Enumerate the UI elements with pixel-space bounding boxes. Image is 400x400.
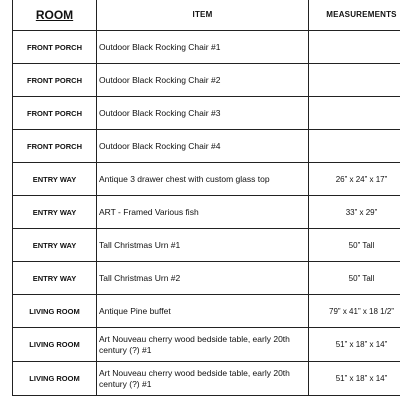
header-row bbox=[13, 0, 400, 31]
table-row bbox=[13, 130, 400, 163]
measurements-cell: 51” x 18” x 14” bbox=[309, 328, 400, 362]
item-cell: Antique Pine buffet bbox=[97, 295, 309, 328]
table-row bbox=[13, 97, 400, 130]
measurements-cell: 50” Tall bbox=[309, 262, 400, 295]
item-cell: Antique 3 drawer chest with custom glass top bbox=[97, 163, 309, 196]
room-cell: FRONT PORCH bbox=[13, 31, 97, 64]
measurements-cell: 51” x 18” x 14” bbox=[309, 362, 400, 396]
table-row bbox=[13, 163, 400, 196]
room-cell: ENTRY WAY bbox=[13, 262, 97, 295]
item-cell: Outdoor Black Rocking Chair #4 bbox=[97, 130, 309, 163]
measurements-cell bbox=[309, 97, 400, 130]
measurements-cell: 33” x 29” bbox=[309, 196, 400, 229]
room-cell: FRONT PORCH bbox=[13, 130, 97, 163]
room-cell: LIVING ROOM bbox=[13, 295, 97, 328]
room-cell: ENTRY WAY bbox=[13, 229, 97, 262]
measurements-cell bbox=[309, 31, 400, 64]
room-cell: ENTRY WAY bbox=[13, 196, 97, 229]
table-row bbox=[13, 262, 400, 295]
measurements-cell bbox=[309, 130, 400, 163]
table-row bbox=[13, 229, 400, 262]
table-row bbox=[13, 328, 400, 362]
room-cell: ENTRY WAY bbox=[13, 163, 97, 196]
item-cell: Tall Christmas Urn #2 bbox=[97, 262, 309, 295]
table-row bbox=[13, 64, 400, 97]
item-cell: ART - Framed Various fish bbox=[97, 196, 309, 229]
table-row bbox=[13, 362, 400, 396]
inventory-table bbox=[12, 0, 400, 396]
item-cell: Outdoor Black Rocking Chair #2 bbox=[97, 64, 309, 97]
measurements-cell: 26” x 24” x 17” bbox=[309, 163, 400, 196]
item-column-header: ITEM bbox=[97, 0, 309, 31]
measurements-cell: 50” Tall bbox=[309, 229, 400, 262]
item-cell: Outdoor Black Rocking Chair #1 bbox=[97, 31, 309, 64]
table-row bbox=[13, 196, 400, 229]
room-cell: LIVING ROOM bbox=[13, 362, 97, 396]
item-cell: Outdoor Black Rocking Chair #3 bbox=[97, 97, 309, 130]
room-column-header: ROOM bbox=[13, 0, 97, 31]
item-cell: Tall Christmas Urn #1 bbox=[97, 229, 309, 262]
table-row bbox=[13, 31, 400, 64]
table-row bbox=[13, 295, 400, 328]
room-cell: FRONT PORCH bbox=[13, 64, 97, 97]
room-cell: FRONT PORCH bbox=[13, 97, 97, 130]
room-cell: LIVING ROOM bbox=[13, 328, 97, 362]
measurements-cell bbox=[309, 64, 400, 97]
measurements-cell: 79” x 41” x 18 1/2” bbox=[309, 295, 400, 328]
measurements-column-header: MEASUREMENTS bbox=[309, 0, 400, 31]
item-cell: Art Nouveau cherry wood bedside table, early 20th century (?) #1 bbox=[97, 328, 309, 362]
item-cell: Art Nouveau cherry wood bedside table, early 20th century (?) #1 bbox=[97, 362, 309, 396]
